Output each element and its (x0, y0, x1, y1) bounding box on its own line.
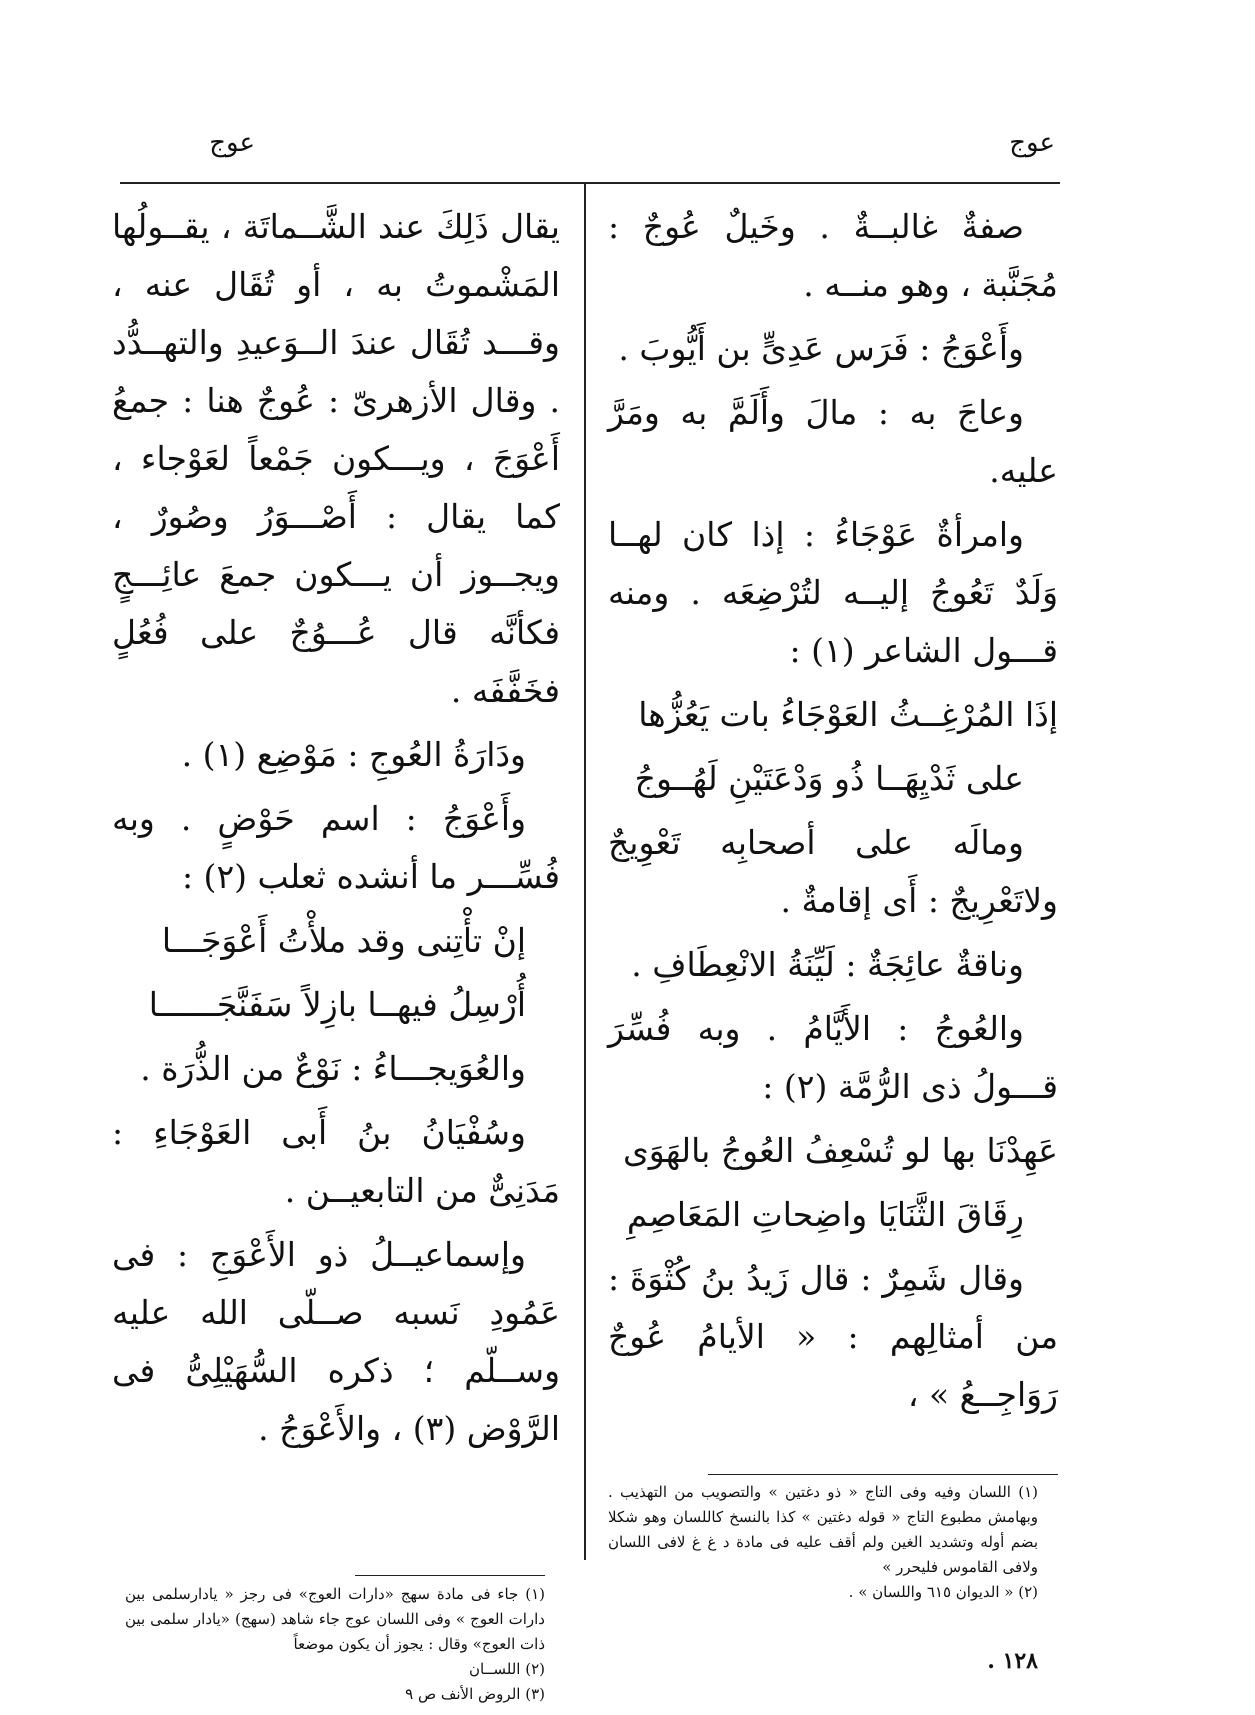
paragraph: وأَعْوَجُ : فَرَس عَدِىٍّ بن أَيُّوبَ . (618, 329, 1024, 368)
paragraph: وإسماعيــلُ ذو الأَعْوَجِ : فى عَمُودِ نَسبه صــلّى الله عليه وســلّم ؛ ذكره السُّهَيْلِىُّ فى الرَّوْض (٣) ، والأَعْوَجُ . (112, 1235, 560, 1448)
footnote-rule-left (355, 1575, 545, 1576)
right-column (608, 198, 1058, 1430)
paragraph: والعُوجُ : الأَيَّامُ . وبه فُسِّرَ قـــولُ ذى الرُّمَّة (٢) : (608, 1009, 1058, 1106)
page-number: ١٢٨ . (987, 1648, 1038, 1674)
paragraph: وعاجَ به : مالَ وأَلَمَّ به ومَرَّ عليه. (608, 393, 1058, 490)
verse-line: على ثَدْيِهَــا ذُو وَدْعَتَيْنِ لَهُــوجُ (634, 759, 1024, 798)
verse-line: إذَا المُرْغِــثُ العَوْجَاءُ بات يَعُزُّها (638, 695, 1058, 734)
footnote: (١) اللسان وفيه وفى التاج « ذو دغتين » والتصويب من التهذيب . وبهامش مطبوع التاج « قوله دغتين » كذا بالنسخ كاللسان وهو شكلا بضم أوله وتشديد الغين ولم أقف عليه فى مادة د غ غ لافى اللسان ولافى القاموس فليحرر » (608, 1483, 1038, 1576)
verse-line: إنْ تأْتِنى وقد ملأْتُ أَعْوَجَـــا (161, 921, 526, 960)
footnotes-left (125, 1582, 545, 1707)
paragraph: صفةٌ غالبــةٌ . وخَيلٌ عُوجٌ : مُجَنَّبة ، وهو منــه . (608, 207, 1058, 304)
left-column (112, 198, 560, 1464)
paragraph: ودَارَةُ العُوجِ : مَوْضِع (١) . (181, 735, 526, 774)
paragraph: وسُفْيَانُ بنُ أَبى العَوْجَاءِ : مَدَنِىٌّ من التابعيــن . (112, 1113, 560, 1210)
footnote: (٢) اللســان (468, 1660, 545, 1678)
verse-line: أُرْسِلُ فيهــا بازِلاً سَفَنَّجَــــــا (148, 985, 526, 1024)
footnote-rule-right (708, 1474, 1058, 1475)
paragraph: والعُوَيجـــاءُ : نَوْعٌ من الذُّرَة . (140, 1049, 526, 1088)
paragraph: ومالَه على أصحابِه تَعْوِيجٌ ولاتَعْرِيجٌ : أَى إقامةٌ . (608, 823, 1058, 920)
footnote: (١) جاء فى مادة سهج «دارات العوج» فى رجز « يادارسلمى بين دارات العوج » وفى اللسان عوج جاء شاهد (سهج) «يادار سلمى بين ذات العوج» وقال : يجوز أن يكون موضعاً (125, 1585, 545, 1653)
header-rule (120, 182, 1060, 184)
verse-line: عَهِدْنَا بها لو تُسْعِفُ العُوجُ بالهَوَى (622, 1131, 1058, 1170)
running-header-left: عوج (209, 128, 255, 158)
paragraph: يقال ذَلِكَ عند الشَّــماتَة ، يقــولُها المَشْموتُ به ، أو تُقَال عنه ، وقـــد تُقَال عندَ الــوَعيدِ والتهــدُّد . وقال الأزهرىّ : عُوجٌ هنا : جمعُ أَعْوَجَ ، ويـــكون جَمْعاً لعَوْجاء ، كما يقال : أَصْـــوَرُ وصُورٌ ، ويجــوز أن يـــكون جمعَ عائِـــجٍ فكأنَّه قال عُـــوُجٌ على فُعُلٍ فخَفَّفَه . (112, 207, 560, 710)
running-header-right: عوج (1009, 128, 1055, 158)
column-divider (584, 184, 586, 1560)
verse-line: رِقَاقَ الثَّنَايَا واضِحاتِ المَعَاصِمِ (626, 1195, 1024, 1234)
footnotes-right (608, 1480, 1038, 1605)
paragraph: وامرأةٌ عَوْجَاءُ : إذا كان لهــا وَلَدٌ تَعُوجُ إليــه لتُرْضِعَه . ومنه قـــول الشاعر (١) : (608, 515, 1058, 670)
paragraph: وقال شَمِرٌ : قال زَيدُ بنُ كُثْوَةَ : من أمثالِهم : « الأيامُ عُوجٌ رَوَاجِــعُ » ، (608, 1259, 1058, 1414)
paragraph: وأَعْوَجُ : اسم حَوْضٍ . وبه فُسِّـــر ما أنشده ثعلب (٢) : (112, 799, 560, 896)
footnote: (٢) « الديوان ٦١٥ واللسان » . (848, 1583, 1038, 1601)
paragraph: وناقةٌ عائِجَةٌ : لَيِّنَةُ الانْعِطَافِ . (631, 945, 1024, 984)
footnote: (٣) الروض الأنف ص ٩ (405, 1685, 545, 1703)
